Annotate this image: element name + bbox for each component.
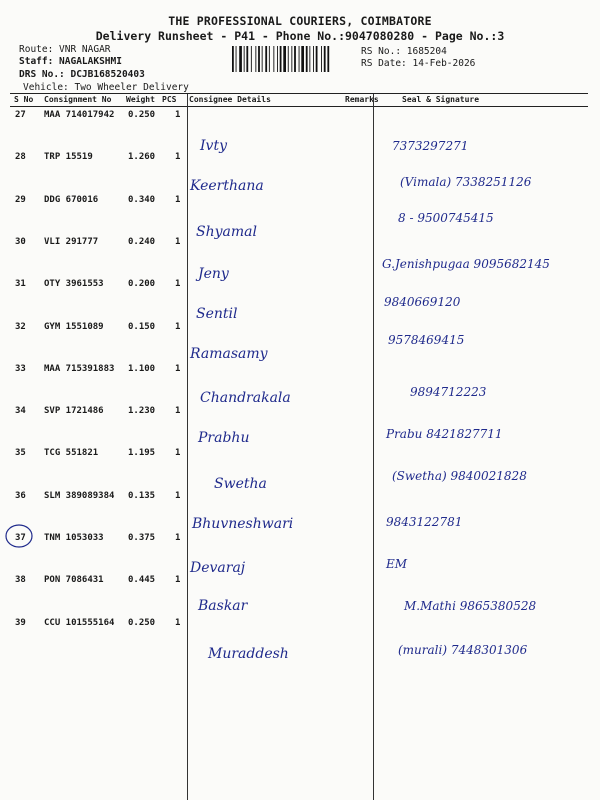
row-sno: 30 xyxy=(15,236,26,247)
row-consignment: TCG 551821 xyxy=(44,448,99,459)
row-sno: 36 xyxy=(15,490,26,501)
column-divider xyxy=(373,94,374,800)
signature-handwritten: (murali) 7448301306 xyxy=(398,643,528,657)
row-pcs: 1 xyxy=(175,363,181,374)
row-pcs: 1 xyxy=(175,152,181,163)
row-consignment: VLI 291777 xyxy=(44,236,99,247)
consignee-handwritten-name: Jeny xyxy=(198,266,229,282)
row-weight: 0.250 xyxy=(128,110,156,120)
consignee-handwritten-name: Baskar xyxy=(198,598,248,614)
row-pcs: 1 xyxy=(175,194,181,205)
row-pcs: 1 xyxy=(175,533,181,543)
consignee-handwritten-name: Shyamal xyxy=(196,224,257,240)
signature-handwritten: 9843122781 xyxy=(386,515,463,529)
row-weight: 1.260 xyxy=(128,152,156,163)
row-sno: 27 xyxy=(15,110,26,120)
row-weight: 0.200 xyxy=(128,279,156,290)
row-consignment: SLM 389089384 xyxy=(44,490,115,501)
signature-handwritten: 7373297271 xyxy=(392,139,469,153)
col-header-pcs: PCS xyxy=(162,95,177,104)
consignee-handwritten-name: Sentil xyxy=(196,306,238,322)
runsheet-subtitle: Delivery Runsheet - P41 - Phone No.:9047080280 - Page No.:3 xyxy=(95,29,505,43)
consignee-handwritten-name: Keerthana xyxy=(190,178,264,194)
header-top-rule xyxy=(10,93,588,94)
row-consignment: DDG 670016 xyxy=(44,194,99,205)
barcode xyxy=(232,46,358,72)
signature-handwritten: 9578469415 xyxy=(388,333,465,347)
row-sno: 32 xyxy=(15,321,26,332)
row-weight: 1.100 xyxy=(128,363,156,374)
row-consignment: CCU 101555164 xyxy=(44,617,115,628)
row-pcs: 1 xyxy=(175,490,181,501)
signature-handwritten: 9840669120 xyxy=(384,295,461,309)
row-consignment: MAA 714017942 xyxy=(44,110,115,120)
route-label: Route: VNR NAGAR xyxy=(19,44,111,55)
vehicle-label: Vehicle: Two Wheeler Delivery xyxy=(23,82,189,93)
col-header-consignment: Consignment No xyxy=(44,95,112,104)
row-consignment: TNM 1053033 xyxy=(44,533,104,543)
row-weight: 0.150 xyxy=(128,321,156,332)
rs-date: RS Date: 14-Feb-2026 xyxy=(361,58,476,69)
drs-number: DRS No.: DCJB168520403 xyxy=(19,69,145,80)
row-sno: 33 xyxy=(15,363,26,374)
row-weight: 0.250 xyxy=(128,617,156,628)
col-header-sno: S No xyxy=(14,95,34,104)
row-pcs: 1 xyxy=(175,321,181,332)
row-pcs: 1 xyxy=(175,279,181,290)
row-sno: 38 xyxy=(15,575,26,586)
signature-handwritten: 9894712223 xyxy=(410,385,487,399)
col-header-signature: Seal & Signature xyxy=(402,95,480,104)
row-consignment: TRP 15519 xyxy=(44,152,93,163)
row-weight: 0.445 xyxy=(128,575,156,586)
signature-handwritten: (Swetha) 9840021828 xyxy=(392,469,527,483)
row-pcs: 1 xyxy=(175,448,181,459)
row-sno: 29 xyxy=(15,194,26,205)
consignee-handwritten-name: Bhuvneshwari xyxy=(192,516,294,532)
row-weight: 1.195 xyxy=(128,448,156,459)
row-sno: 37 xyxy=(15,533,26,543)
row-consignment: PON 7086431 xyxy=(44,575,104,586)
row-pcs: 1 xyxy=(175,110,181,120)
header-bottom-rule xyxy=(10,106,588,107)
signature-handwritten: Prabu 8421827711 xyxy=(386,427,503,441)
row-consignment: SVP 1721486 xyxy=(44,406,104,417)
signature-handwritten: 8 - 9500745415 xyxy=(398,211,494,225)
signature-handwritten: G.Jenishpugaa 9095682145 xyxy=(382,257,550,271)
row-sno: 31 xyxy=(15,279,26,290)
row-consignment: GYM 1551089 xyxy=(44,321,104,332)
signature-handwritten: EM xyxy=(386,557,408,571)
row-sno: 28 xyxy=(15,152,26,163)
col-header-remarks: Remarks xyxy=(345,95,379,104)
consignee-handwritten-name: Chandrakala xyxy=(200,390,291,406)
row-pcs: 1 xyxy=(175,236,181,247)
row-sno: 34 xyxy=(15,406,26,417)
rs-number: RS No.: 1685204 xyxy=(361,46,447,57)
consignee-handwritten-name: Ramasamy xyxy=(190,346,268,362)
row-pcs: 1 xyxy=(175,406,181,417)
row-pcs: 1 xyxy=(175,575,181,586)
row-sno: 35 xyxy=(15,448,26,459)
row-weight: 0.340 xyxy=(128,194,156,205)
row-weight: 0.240 xyxy=(128,236,156,247)
company-title: THE PROFESSIONAL COURIERS, COIMBATORE xyxy=(168,14,432,28)
consignee-handwritten-name: Swetha xyxy=(214,476,267,492)
signature-handwritten: (Vimala) 7338251126 xyxy=(400,175,532,189)
row-consignment: MAA 715391883 xyxy=(44,363,115,374)
consignee-handwritten-name: Devaraj xyxy=(190,560,246,576)
row-sno: 39 xyxy=(15,617,26,628)
consignee-handwritten-name: Muraddesh xyxy=(208,646,289,662)
consignee-handwritten-name: Ivty xyxy=(200,138,227,154)
row-weight: 1.230 xyxy=(128,406,156,417)
consignee-handwritten-name: Prabhu xyxy=(198,430,250,446)
signature-handwritten: M.Mathi 9865380528 xyxy=(404,599,537,613)
row-consignment: OTY 3961553 xyxy=(44,279,104,290)
row-weight: 0.135 xyxy=(128,490,156,501)
col-header-consignee: Consignee Details xyxy=(189,95,271,104)
staff-label: Staff: NAGALAKSHMI xyxy=(19,56,122,67)
row-weight: 0.375 xyxy=(128,533,156,543)
column-divider xyxy=(187,94,188,800)
row-pcs: 1 xyxy=(175,617,181,628)
col-header-weight: Weight xyxy=(126,95,155,104)
